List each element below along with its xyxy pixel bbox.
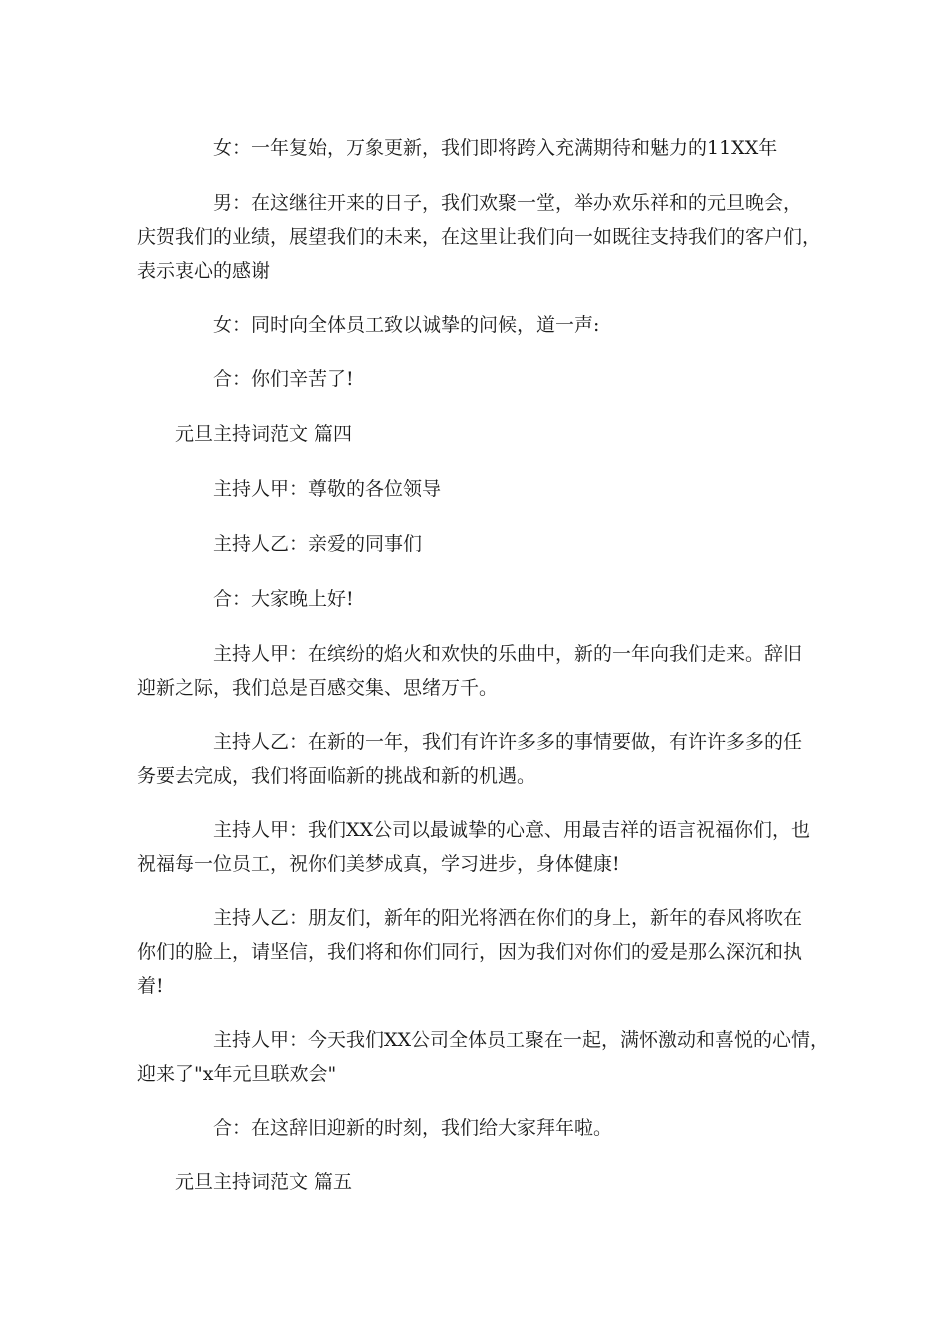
paragraph-line: 主持人乙：在新的一年，我们有许许多多的事情要做，有许许多多的任: [213, 731, 803, 753]
paragraph-line: 主持人乙：亲爱的同事们: [213, 533, 423, 555]
paragraph-line: 合：大家晚上好!: [213, 588, 354, 610]
section-heading: 元旦主持词范文 篇四: [175, 423, 353, 445]
paragraph-line: 主持人甲：尊敬的各位领导: [213, 478, 442, 500]
paragraph-line: 合：你们辛苦了!: [213, 368, 354, 390]
paragraph-line: 主持人甲：我们XX公司以最诚挚的心意、用最吉祥的语言祝福你们，也: [213, 819, 811, 841]
paragraph-line: 主持人甲：在缤纷的焰火和欢快的乐曲中，新的一年向我们走来。辞旧: [213, 643, 803, 665]
paragraph-line: 主持人乙：朋友们，新年的阳光将洒在你们的身上，新年的春风将吹在: [213, 907, 803, 929]
paragraph-line: 迎来了"x年元旦联欢会": [137, 1063, 337, 1085]
paragraph-line: 祝福每一位员工，祝你们美梦成真，学习进步，身体健康!: [137, 853, 620, 875]
paragraph-line: 你们的脸上，请坚信，我们将和你们同行，因为我们对你们的爱是那么深沉和执: [137, 941, 803, 963]
paragraph-line: 合：在这辞旧迎新的时刻，我们给大家拜年啦。: [213, 1117, 613, 1139]
paragraph-line: 男：在这继往开来的日子，我们欢聚一堂，举办欢乐祥和的元旦晚会，: [213, 192, 803, 214]
paragraph-line: 女：一年复始，万象更新，我们即将跨入充满期待和魅力的11XX年: [213, 137, 778, 159]
paragraph-line: 迎新之际，我们总是百感交集、思绪万千。: [137, 677, 499, 699]
paragraph-line: 主持人甲：今天我们XX公司全体员工聚在一起，满怀激动和喜悦的心情，: [213, 1029, 830, 1051]
paragraph-line: 表示衷心的感谢: [137, 260, 271, 282]
paragraph-line: 着!: [137, 975, 164, 997]
section-heading: 元旦主持词范文 篇五: [175, 1171, 353, 1193]
paragraph-line: 务要去完成，我们将面临新的挑战和新的机遇。: [137, 765, 537, 787]
paragraph-line: 庆贺我们的业绩，展望我们的未来，在这里让我们向一如既往支持我们的客户们，: [137, 226, 822, 248]
paragraph-line: 女：同时向全体员工致以诚挚的问候，道一声:: [213, 314, 600, 336]
